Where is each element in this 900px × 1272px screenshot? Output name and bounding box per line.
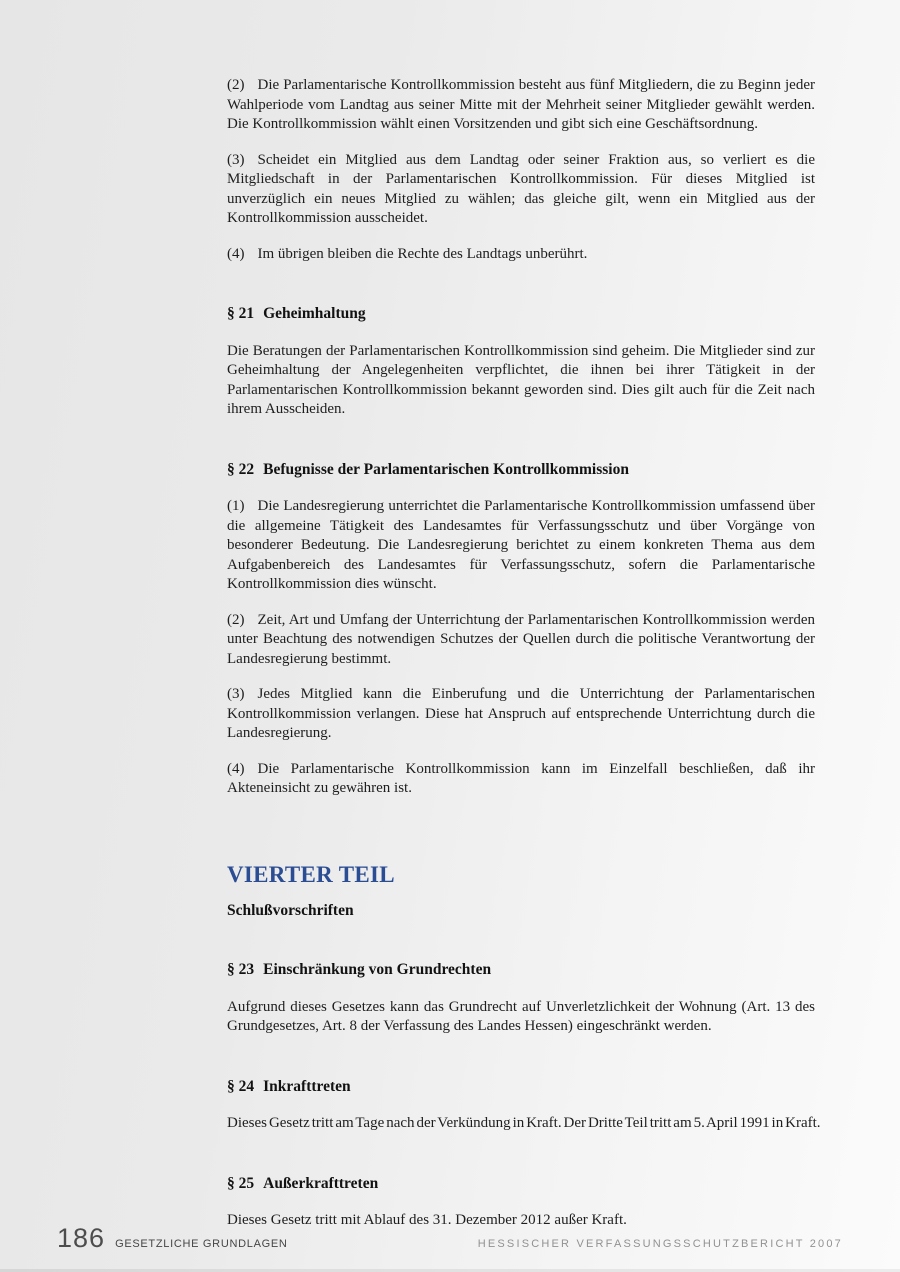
paragraph-number: (2) xyxy=(227,611,245,628)
section-label: § 23 xyxy=(227,961,255,978)
paragraph-number: (4) xyxy=(227,760,245,777)
section-heading-21 xyxy=(227,304,815,324)
section-label: § 25 xyxy=(227,1174,255,1192)
paragraph xyxy=(227,497,815,595)
paragraph xyxy=(227,685,815,744)
section-title: Inkrafttreten xyxy=(263,1077,351,1095)
paragraph xyxy=(227,245,815,265)
paragraph xyxy=(227,611,815,670)
paragraph xyxy=(227,760,815,799)
part-subtitle: Schlußvorschriften xyxy=(227,901,354,919)
section-label: § 24 xyxy=(227,1077,255,1095)
part-heading: VIERTER TEIL xyxy=(227,861,395,887)
section-label: § 22 xyxy=(227,460,255,478)
section-heading-22 xyxy=(227,460,815,480)
body-paragraph: Dieses Gesetz tritt am Tage nach der Verkündung in Kraft. Der Dritte Teil tritt am 5. April 1991 in Kraft. xyxy=(227,1115,821,1131)
section-title: Befugnisse der Parlamentarischen Kontrollkommission xyxy=(263,460,629,478)
body-paragraph: Dieses Gesetz tritt mit Ablauf des 31. Dezember 2012 außer Kraft. xyxy=(227,1212,627,1228)
paragraph-text: Die Parlamentarische Kontrollkommission kann im Einzelfall beschließen, daß ihr Akteneinsicht zu gewähren ist. xyxy=(227,760,815,796)
paragraph-number: (3) xyxy=(227,151,245,168)
paragraph-text: Zeit, Art und Umfang der Unterrichtung der Parlamentarischen Kontrollkommission werden unter Beachtung des notwendigen Schutzes der Quellen durch die politische Verantwortung der Landesregierung bestimmt. xyxy=(227,611,815,667)
section-title: Einschränkung von Grundrechten xyxy=(263,961,492,978)
paragraph xyxy=(227,76,815,135)
paragraph-number: (2) xyxy=(227,77,245,93)
section-heading-24 xyxy=(227,1077,815,1097)
section-heading-23 xyxy=(227,960,815,980)
body-paragraph: Die Beratungen der Parlamentarischen Kontrollkommission sind geheim. Die Mitglieder sind zur Geheimhaltung der Angelegenheiten verpflichtet, die ihnen bei ihrer Tätigkeit in der Parlamentarischen Kontrollkommission bekannt geworden sind. Dies gilt auch für die Zeit nach ihrem Ausscheiden. xyxy=(227,342,815,417)
footer-report-title: HESSISCHER VERFASSUNGSSCHUTZBERICHT 2007 xyxy=(477,1238,843,1250)
paragraph-number: (4) xyxy=(227,245,245,262)
paragraph xyxy=(227,151,815,229)
page-footer xyxy=(57,1223,843,1254)
paragraph-text: Die Parlamentarische Kontrollkommission besteht aus fünf Mitgliedern, die zu Beginn jeder Wahlperiode vom Landtag aus seiner Mitte mit der Mehrheit seiner Mitglieder gewählt werden. Die Kontrollkommission wählt einen Vorsitzenden und gibt sich eine Geschäftsordnung. xyxy=(227,77,815,132)
body-paragraph: Aufgrund dieses Gesetzes kann das Grundrecht auf Unverletzlichkeit der Wohnung (Art. 13 des Grundgesetzes, Art. 8 der Verfassung des Landes Hessen) eingeschränkt werden. xyxy=(227,998,815,1034)
section-heading-25 xyxy=(227,1174,815,1194)
section-title: Außerkrafttreten xyxy=(263,1174,379,1192)
footer-chapter-label: GESETZLICHE GRUNDLAGEN xyxy=(115,1238,288,1250)
paragraph-text: Im übrigen bleiben die Rechte des Landtags unberührt. xyxy=(257,245,588,262)
footer-left xyxy=(57,1223,288,1254)
paragraph-text: Die Landesregierung unterrichtet die Parlamentarische Kontrollkommission umfassend über die allgemeine Tätigkeit des Landesamtes für Verfassungsschutz und über Vorgänge von besonderer Bedeutung. Die Landesregierung berichtet zu einem konkreten Thema aus dem Aufgabenbereich des Landesamtes für Verfassungsschutz, sofern die Parlamentarische Kontrollkommission dies wünscht. xyxy=(227,498,815,592)
page-number: 186 xyxy=(57,1223,106,1253)
section-title: Geheimhaltung xyxy=(263,305,366,322)
paragraph-number: (3) xyxy=(227,686,245,702)
paragraph-number: (1) xyxy=(227,498,245,514)
paragraph-text: Scheidet ein Mitglied aus dem Landtag oder seiner Fraktion aus, so verliert es die Mitgliedschaft in der Parlamentarischen Kontrollkommission. Für dieses Mitglied ist unverzüglich ein neues Mitglied zu wählen; das gleiche gilt, wenn ein Mitglied aus der Kontrollkommission ausscheidet. xyxy=(227,151,815,226)
paragraph-text: Jedes Mitglied kann die Einberufung und die Unterrichtung der Parlamentarischen Kontrollkommission verlangen. Diese hat Anspruch auf entsprechende Unterrichtung durch die Landesregierung. xyxy=(227,686,815,741)
section-label: § 21 xyxy=(227,305,255,322)
